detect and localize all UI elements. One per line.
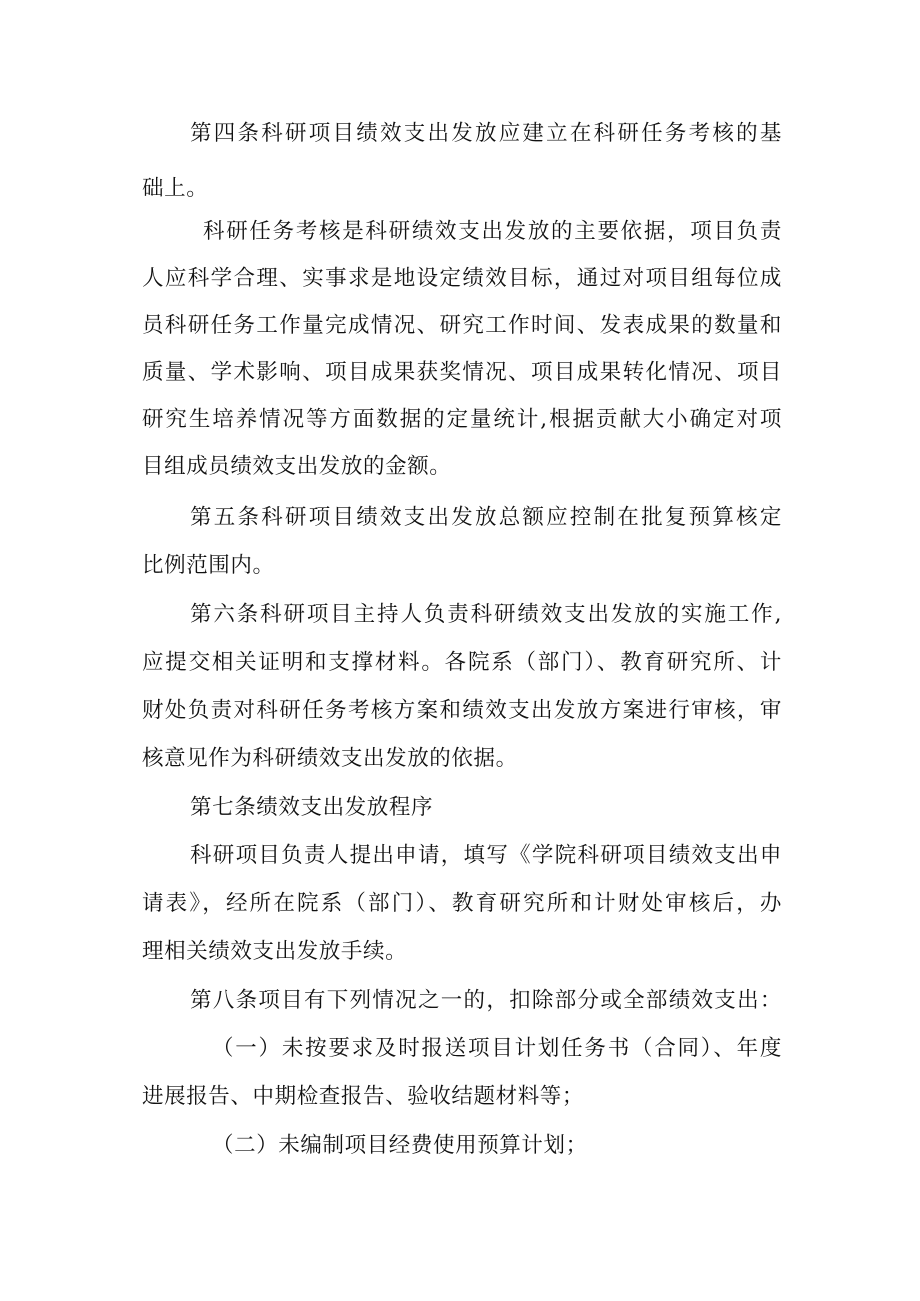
paragraph-basis-line-5: 研究生培养情况等方面数据的定量统计,根据贡献大小确定对项 bbox=[142, 407, 782, 432]
paragraph-article-8: 第八条项目有下列情况之一的，扣除部分或全部绩效支出： bbox=[190, 988, 782, 1013]
paragraph-basis-line-6: 目组成员绩效支出发放的金额。 bbox=[142, 454, 452, 479]
paragraph-article-5-line-2: 比例范围内。 bbox=[142, 553, 275, 578]
paragraph-basis-line-3: 员科研任务工作量完成情况、研究工作时间、发表成果的数量和 bbox=[142, 313, 782, 338]
paragraph-article-6-line-1: 第六条科研项目主持人负责科研绩效支出发放的实施工作, bbox=[190, 602, 782, 627]
paragraph-article-7: 第七条绩效支出发放程序 bbox=[190, 795, 434, 820]
paragraph-procedure-line-3: 理相关绩效支出发放手续。 bbox=[142, 939, 408, 964]
paragraph-article-4-line-2: 础上。 bbox=[142, 176, 209, 201]
list-item-1-line-2: 进展报告、中期检查报告、验收结题材料等； bbox=[142, 1084, 585, 1109]
paragraph-basis-line-4: 质量、学术影响、项目成果获奖情况、项目成果转化情况、项目 bbox=[142, 360, 782, 385]
paragraph-article-6-line-3: 财处负责对科研任务考核方案和绩效支出发放方案进行审核，审 bbox=[142, 698, 782, 723]
paragraph-article-5-line-1: 第五条科研项目绩效支出发放总额应控制在批复预算核定 bbox=[190, 505, 782, 530]
paragraph-article-4-line-1: 第四条科研项目绩效支出发放应建立在科研任务考核的基 bbox=[190, 121, 782, 146]
paragraph-basis-line-2: 人应科学合理、实事求是地设定绩效目标，通过对项目组每位成 bbox=[142, 266, 782, 291]
list-item-2: （二）未编制项目经费使用预算计划； bbox=[212, 1133, 588, 1158]
paragraph-procedure-line-1: 科研项目负责人提出申请，填写《学院科研项目绩效支出申 bbox=[190, 843, 782, 868]
paragraph-procedure-line-2: 请表》，经所在院系（部门）、教育研究所和计财处审核后，办 bbox=[142, 891, 782, 916]
paragraph-article-6-line-4: 核意见作为科研绩效支出发放的依据。 bbox=[142, 746, 518, 771]
paragraph-article-6-line-2: 应提交相关证明和支撑材料。各院系（部门）、教育研究所、计 bbox=[142, 650, 782, 675]
list-item-1-line-1: （一）未按要求及时报送项目计划任务书（合同）、年度 bbox=[212, 1036, 782, 1061]
paragraph-basis-line-1: 科研任务考核是科研绩效支出发放的主要依据，项目负责 bbox=[203, 219, 782, 244]
